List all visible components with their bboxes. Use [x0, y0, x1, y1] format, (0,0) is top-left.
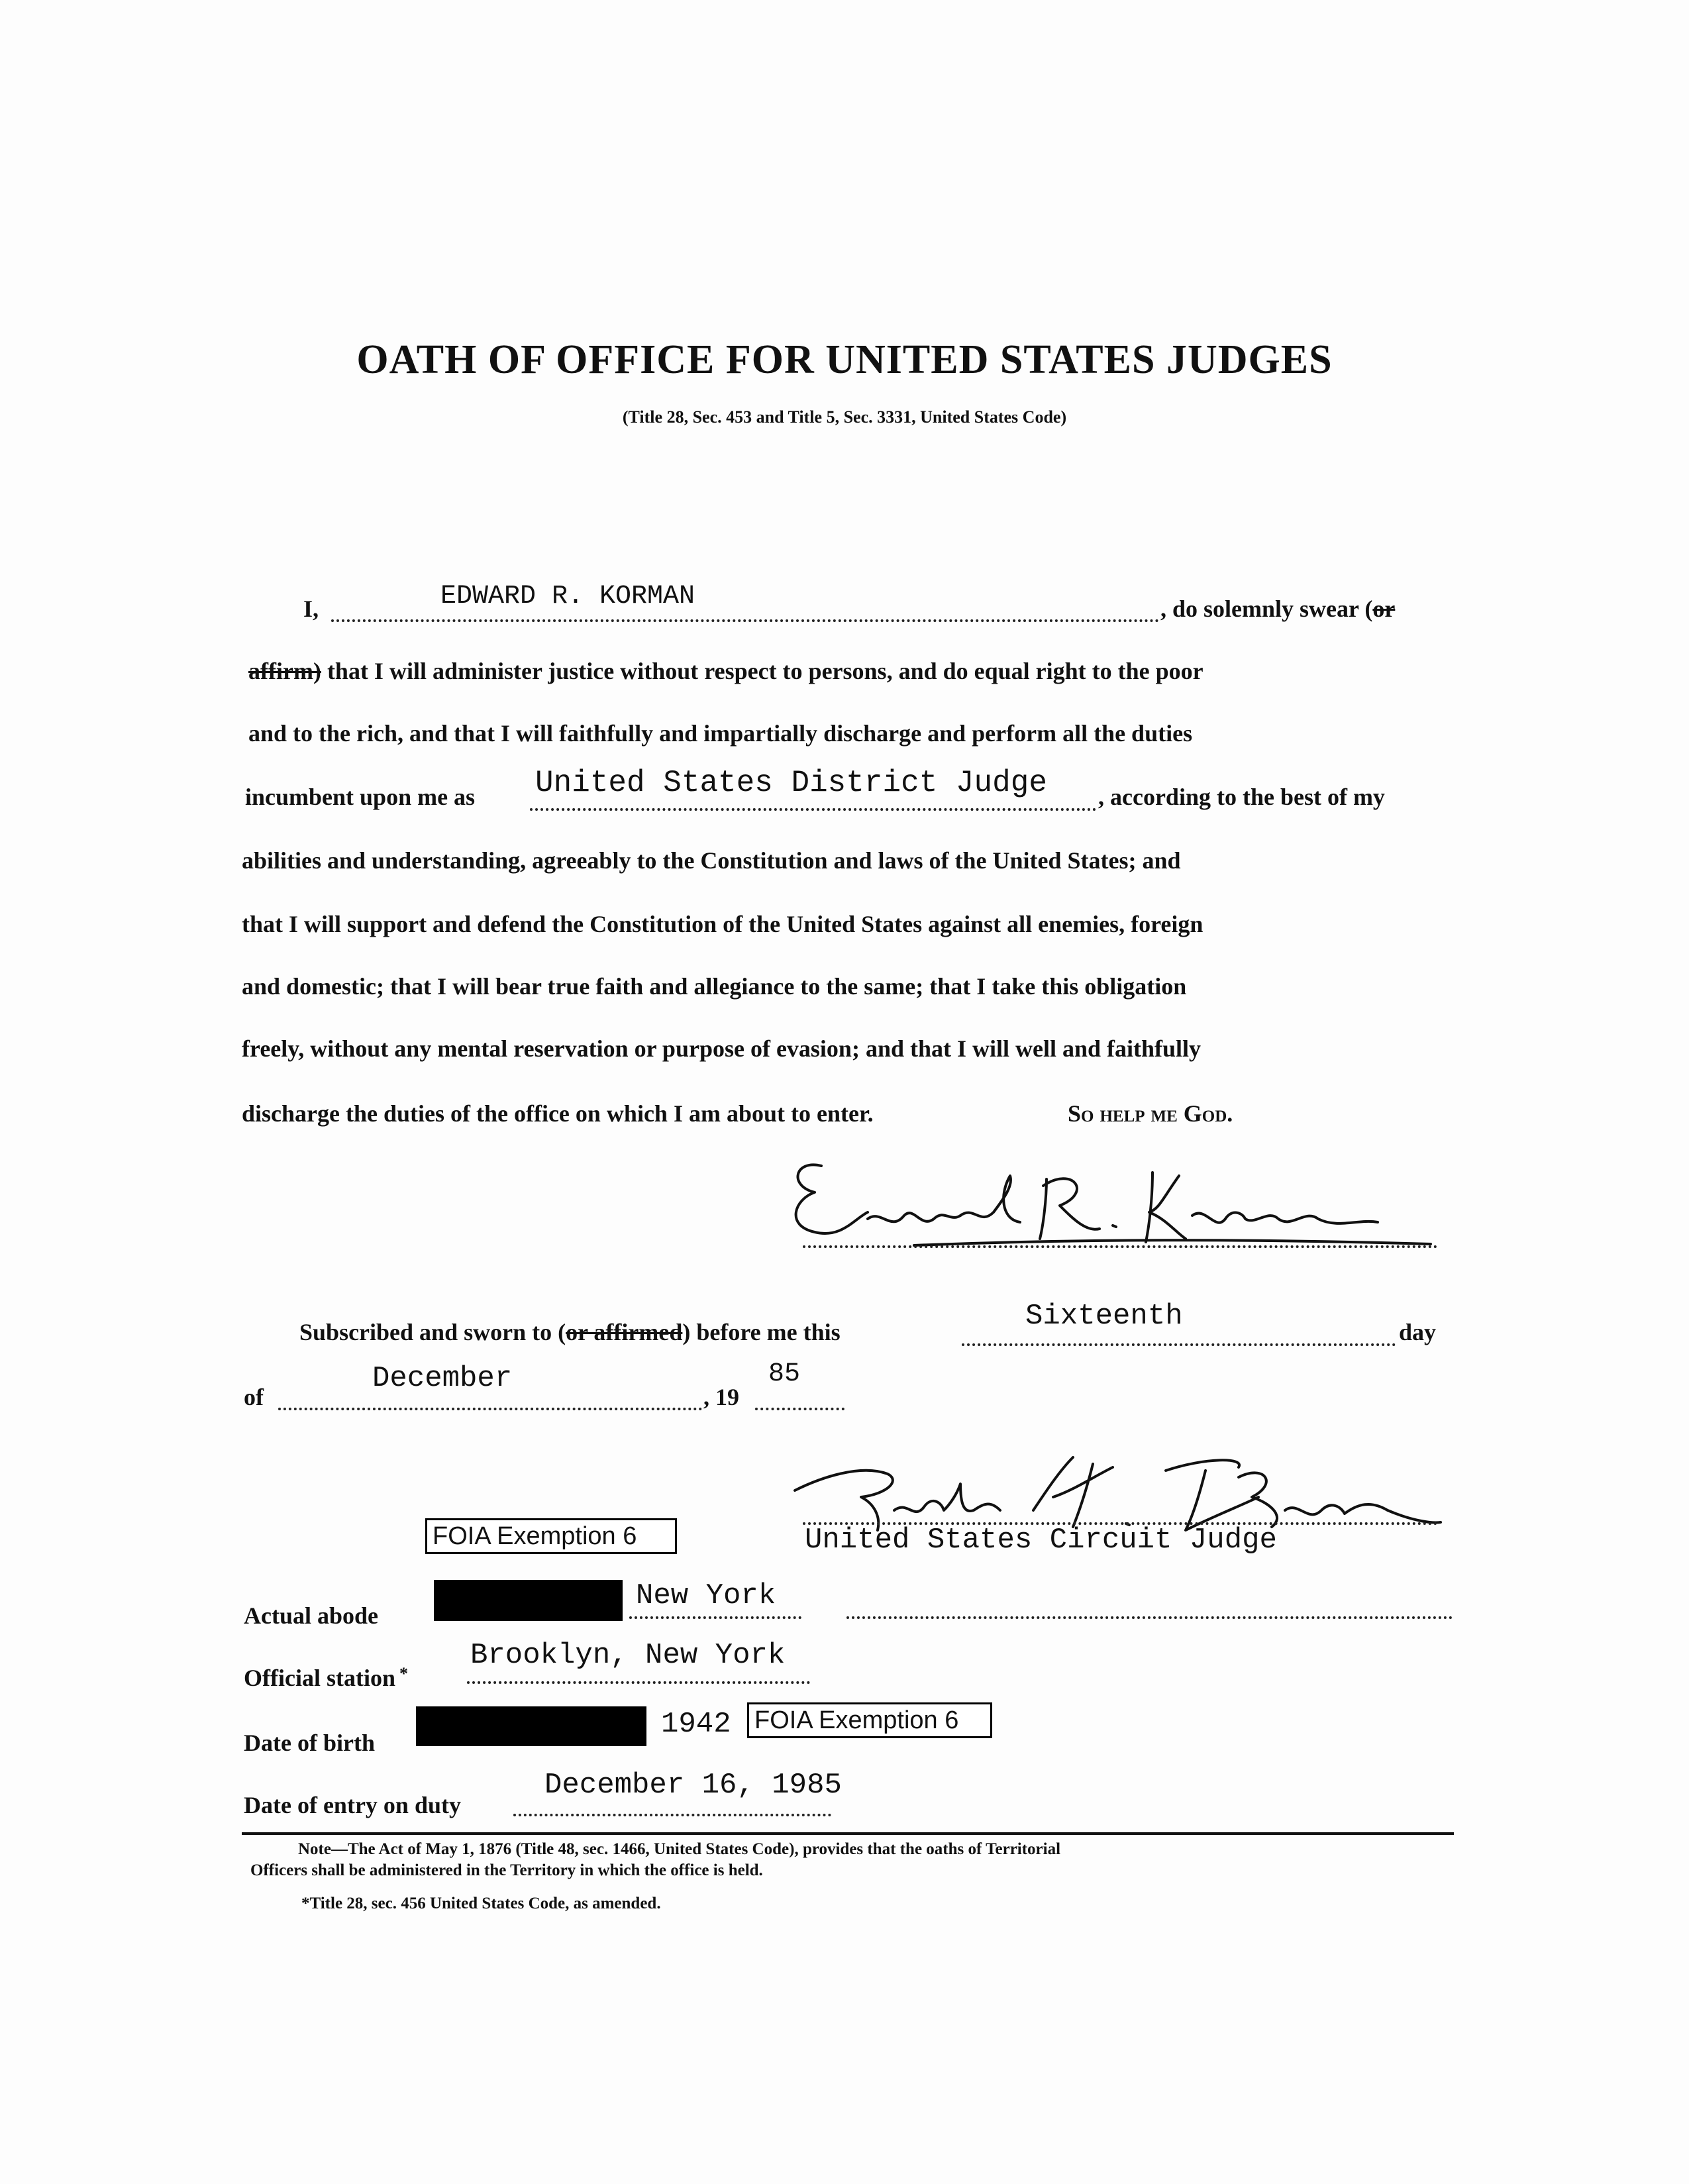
station-dotted-line	[467, 1681, 810, 1684]
month-dotted-line	[278, 1408, 702, 1410]
footer-rule	[242, 1832, 1454, 1835]
year-dotted-line	[755, 1408, 844, 1410]
station-footnote-mark: *	[399, 1664, 408, 1683]
foia-exemption-box-abode: FOIA Exemption 6	[425, 1518, 677, 1554]
station-label: Official station *	[244, 1664, 408, 1691]
oath-line6: that I will support and defend the Constitution of the United States against all enemies, foreign	[242, 911, 1203, 937]
oath-line4-suffix: , according to the best of my	[1098, 784, 1385, 810]
dob-value: 1942	[661, 1708, 731, 1741]
redaction-abode	[434, 1580, 623, 1621]
document-title: OATH OF OFFICE FOR UNITED STATES JUDGES	[356, 337, 1333, 382]
document-subtitle: (Title 28, Sec. 453 and Title 5, Sec. 3331, United States Code)	[622, 407, 1067, 427]
abode-label: Actual abode	[244, 1602, 379, 1629]
abode-dotted-line-2	[846, 1616, 1453, 1619]
judge-signature-line	[803, 1245, 1437, 1248]
of-label: of	[244, 1384, 264, 1410]
judge-name: EDWARD R. KORMAN	[440, 582, 695, 611]
struck-or: or	[1372, 596, 1396, 622]
oath-day: Sixteenth	[1025, 1300, 1183, 1333]
subscribed-text: Subscribed and sworn to (or affirmed) before me this	[299, 1319, 841, 1345]
judge-position: United States District Judge	[535, 766, 1047, 800]
abode-dotted-line-1	[629, 1616, 801, 1619]
oath-closing: So help me God.	[1068, 1100, 1233, 1127]
day-label: day	[1399, 1319, 1437, 1345]
footnote: *Title 28, sec. 456 United States Code, as amended.	[301, 1895, 661, 1912]
oath-line1-suffix: , do solemnly swear (or	[1160, 596, 1396, 622]
note-line1: Note—The Act of May 1, 1876 (Title 48, sec. 1466, United States Code), provides that the oaths of Territorial	[298, 1840, 1061, 1858]
officer-title: United States Circuit Judge	[805, 1524, 1277, 1557]
entry-label: Date of entry on duty	[244, 1792, 461, 1818]
oath-line3: and to the rich, and that I will faithfully and impartially discharge and perform all the duties	[248, 720, 1193, 747]
entry-dotted-line	[513, 1814, 831, 1816]
oath-line5: abilities and understanding, agreeably to the Constitution and laws of the United States; and	[242, 847, 1181, 874]
struck-affirm: affirm)	[248, 658, 321, 684]
entry-value: December 16, 1985	[544, 1769, 842, 1802]
year-prefix: , 19	[703, 1384, 739, 1410]
oath-year: 85	[768, 1359, 801, 1389]
station-value: Brooklyn, New York	[470, 1639, 786, 1672]
dob-label: Date of birth	[244, 1730, 375, 1756]
position-dotted-line	[530, 808, 1096, 811]
oath-line8: freely, without any mental reservation or purpose of evasion; and that I will well and faithfully	[242, 1035, 1202, 1062]
oath-line7: and domestic; that I will bear true faith and allegiance to the same; that I take this obligation	[242, 973, 1187, 1000]
oath-line2: affirm) that I will administer justice without respect to persons, and do equal right to the poor	[248, 658, 1203, 684]
abode-value: New York	[636, 1579, 776, 1612]
struck-or-affirmed: or affirmed	[566, 1319, 683, 1345]
oath-month: December	[372, 1362, 513, 1395]
oath-line4-prefix: incumbent upon me as	[245, 784, 476, 810]
oath-line9: discharge the duties of the office on which I am about to enter.	[242, 1100, 874, 1127]
oath-line1-prefix: I,	[303, 596, 319, 622]
note-line2: Officers shall be administered in the Territory in which the office is held.	[250, 1861, 763, 1879]
foia-exemption-box-dob: FOIA Exemption 6	[747, 1702, 992, 1738]
day-dotted-line	[962, 1343, 1396, 1346]
name-dotted-line	[331, 619, 1159, 622]
redaction-dob	[416, 1706, 646, 1746]
